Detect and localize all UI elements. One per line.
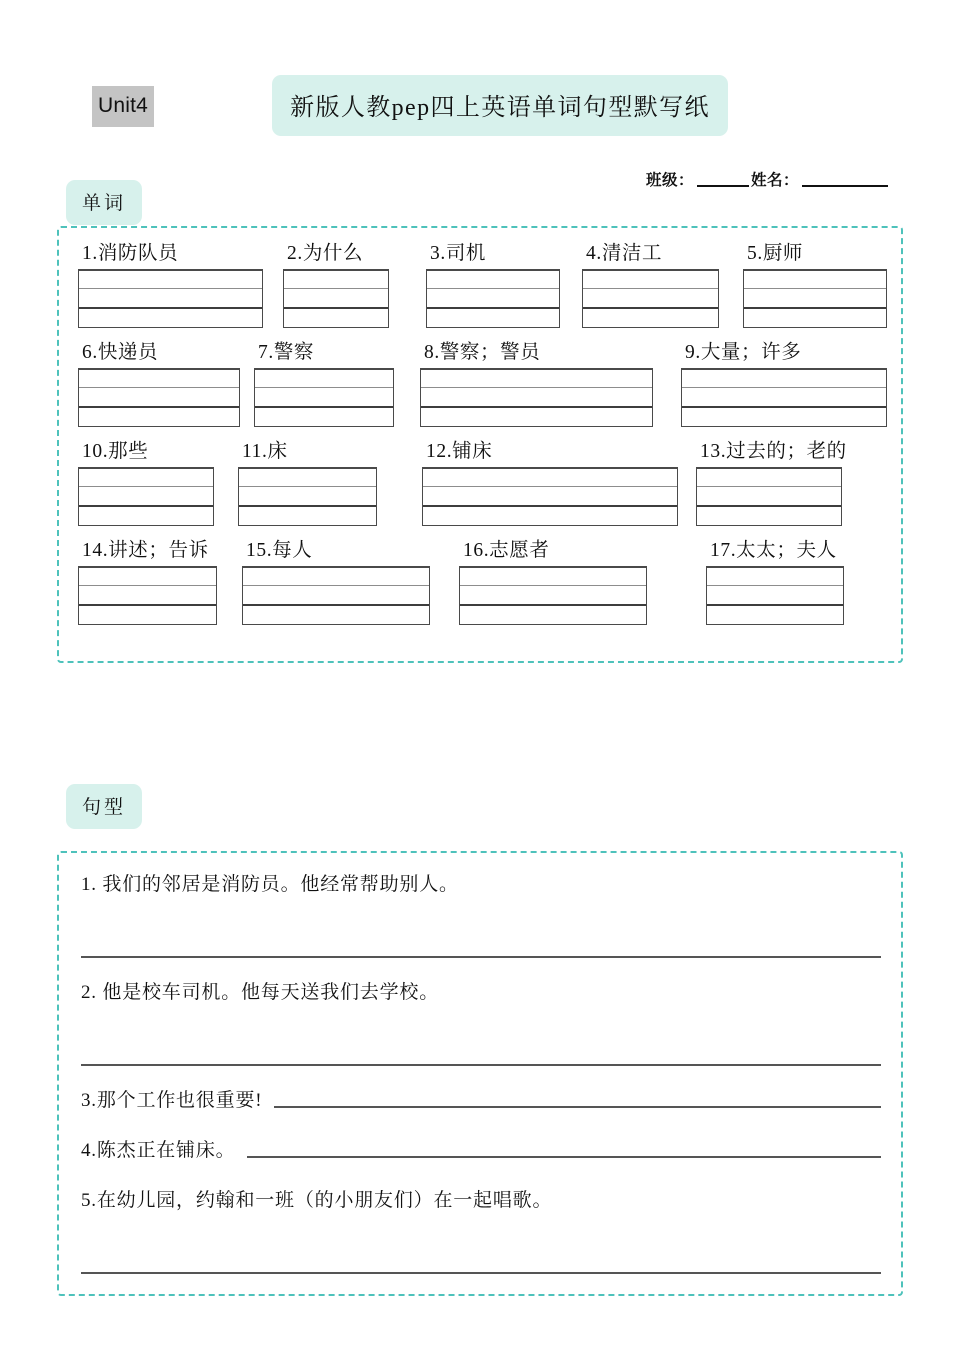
sentence-prompt: 3.那个工作也很重要!: [81, 1090, 263, 1111]
name-label: 姓名：: [750, 172, 799, 189]
vocabulary-item: [696, 441, 847, 526]
vocabulary-item-label: 13.过去的；老的: [700, 441, 847, 462]
writing-grid-line[interactable]: [460, 606, 646, 624]
writing-grid-line[interactable]: [682, 408, 886, 426]
vocabulary-item-label: 4.清洁工: [586, 243, 663, 264]
writing-grid-line[interactable]: [583, 309, 718, 327]
writing-grid-line[interactable]: [460, 568, 646, 587]
writing-grid-line[interactable]: [284, 271, 388, 290]
vocabulary-item: [78, 244, 263, 328]
section-badge-sentences: 句型: [66, 784, 142, 829]
vocabulary-item: [743, 244, 887, 328]
vocabulary-item: [582, 244, 719, 328]
sentence-item: [81, 983, 881, 1066]
writing-grid-line[interactable]: [79, 309, 262, 327]
writing-grid[interactable]: [254, 368, 394, 427]
answer-line[interactable]: [247, 1156, 881, 1158]
writing-grid[interactable]: [422, 467, 678, 526]
vocabulary-item-label: 11.床: [242, 441, 288, 462]
writing-grid[interactable]: [696, 467, 842, 526]
vocabulary-item: [420, 343, 653, 427]
writing-grid-line[interactable]: [284, 289, 388, 309]
class-blank[interactable]: [697, 185, 749, 187]
class-label: 班级：: [645, 172, 694, 189]
answer-line[interactable]: [81, 956, 881, 958]
vocabulary-item: [238, 442, 377, 526]
sentence-item: [81, 1191, 881, 1274]
vocabulary-item: [78, 343, 240, 427]
vocabulary-item-label: 10.那些: [82, 441, 149, 462]
writing-grid-line[interactable]: [79, 568, 216, 587]
vocabulary-item-label: 17.太太；夫人: [710, 540, 837, 561]
writing-grid[interactable]: [706, 566, 844, 625]
writing-grid-line[interactable]: [239, 487, 376, 507]
sentence-prompt: 4.陈杰正在铺床。: [81, 1140, 236, 1161]
vocabulary-item-label: 12.铺床: [426, 441, 493, 462]
writing-grid[interactable]: [78, 467, 214, 526]
vocabulary-item: [78, 541, 217, 625]
writing-grid-line[interactable]: [79, 388, 239, 408]
writing-grid[interactable]: [459, 566, 647, 625]
writing-grid-line[interactable]: [79, 271, 262, 290]
vocabulary-section: [57, 226, 903, 663]
name-blank[interactable]: [802, 185, 888, 187]
writing-grid[interactable]: [242, 566, 430, 625]
sentence-item: [81, 1091, 881, 1110]
writing-grid-line[interactable]: [79, 469, 213, 488]
writing-grid[interactable]: [426, 269, 560, 328]
sentence-prompt: 1. 我们的邻居是消防员。他经常帮助别人。: [81, 874, 459, 895]
writing-grid[interactable]: [743, 269, 887, 328]
writing-grid-line[interactable]: [583, 271, 718, 290]
vocabulary-item: [283, 244, 389, 328]
sentence-section: [57, 851, 903, 1296]
vocabulary-item: [242, 541, 430, 625]
writing-grid-line[interactable]: [79, 606, 216, 624]
writing-grid-line[interactable]: [427, 289, 559, 309]
writing-grid[interactable]: [420, 368, 653, 427]
vocabulary-item: [78, 442, 214, 526]
writing-grid-line[interactable]: [421, 408, 652, 426]
vocabulary-item-label: 15.每人: [246, 540, 313, 561]
vocabulary-item-label: 8.警察；警员: [424, 342, 541, 363]
writing-grid-line[interactable]: [697, 469, 841, 488]
vocabulary-item-label: 14.讲述；告诉: [82, 540, 209, 561]
writing-grid-line[interactable]: [79, 408, 239, 426]
vocabulary-item-label: 3.司机: [430, 243, 487, 264]
sentence-prompt: 2. 他是校车司机。他每天送我们去学校。: [81, 982, 440, 1003]
writing-grid-line[interactable]: [682, 388, 886, 408]
vocabulary-item: [254, 343, 394, 427]
writing-grid-line[interactable]: [239, 469, 376, 488]
writing-grid-line[interactable]: [79, 507, 213, 525]
writing-grid-line[interactable]: [243, 606, 429, 624]
writing-grid-line[interactable]: [707, 568, 843, 587]
writing-grid[interactable]: [582, 269, 719, 328]
vocabulary-item-label: 6.快递员: [82, 342, 159, 363]
writing-grid-line[interactable]: [423, 487, 677, 507]
writing-grid-line[interactable]: [79, 586, 216, 606]
writing-grid-line[interactable]: [255, 370, 393, 389]
page-header: [0, 70, 960, 140]
writing-grid-line[interactable]: [255, 388, 393, 408]
vocabulary-item: [706, 541, 844, 625]
writing-grid-line[interactable]: [79, 370, 239, 389]
sentence-item: [81, 875, 881, 958]
writing-grid-line[interactable]: [744, 271, 886, 290]
vocabulary-item-label: 5.厨师: [747, 243, 804, 264]
sentence-prompt: 5.在幼儿园，约翰和一班（的小朋友们）在一起唱歌。: [81, 1190, 553, 1211]
writing-grid-line[interactable]: [697, 507, 841, 525]
writing-grid[interactable]: [78, 368, 240, 427]
writing-grid-line[interactable]: [427, 309, 559, 327]
vocabulary-item: [681, 343, 887, 427]
writing-grid-line[interactable]: [707, 606, 843, 624]
writing-grid-line[interactable]: [583, 289, 718, 309]
writing-grid-line[interactable]: [239, 507, 376, 525]
answer-line[interactable]: [274, 1106, 881, 1108]
vocabulary-item-label: 16.志愿者: [463, 540, 550, 561]
vocabulary-item: [426, 244, 560, 328]
writing-grid-line[interactable]: [744, 289, 886, 309]
vocabulary-item-label: 9.大量；许多: [685, 342, 802, 363]
writing-grid[interactable]: [78, 269, 263, 328]
writing-grid-line[interactable]: [79, 289, 262, 309]
writing-grid[interactable]: [681, 368, 887, 427]
writing-grid-line[interactable]: [79, 487, 213, 507]
vocabulary-item-label: 7.警察: [258, 342, 315, 363]
writing-grid-line[interactable]: [682, 370, 886, 389]
writing-grid-line[interactable]: [284, 309, 388, 327]
writing-grid-line[interactable]: [255, 408, 393, 426]
writing-grid-line[interactable]: [697, 487, 841, 507]
vocabulary-item: [422, 442, 678, 526]
writing-grid-line[interactable]: [421, 388, 652, 408]
writing-grid[interactable]: [238, 467, 377, 526]
unit-tag: Unit4: [92, 86, 154, 127]
writing-grid[interactable]: [283, 269, 389, 328]
vocabulary-item-label: 2.为什么: [287, 243, 364, 264]
section-badge-words: 单词: [66, 180, 142, 225]
writing-grid-line[interactable]: [427, 271, 559, 290]
answer-line[interactable]: [81, 1272, 881, 1274]
writing-grid-line[interactable]: [744, 309, 886, 327]
vocabulary-item: [459, 541, 647, 625]
writing-grid-line[interactable]: [460, 586, 646, 606]
answer-line[interactable]: [81, 1064, 881, 1066]
page-title: 新版人教pep四上英语单词句型默写纸: [272, 75, 728, 136]
writing-grid[interactable]: [78, 566, 217, 625]
vocabulary-item-label: 1.消防队员: [82, 243, 179, 264]
writing-grid-line[interactable]: [421, 370, 652, 389]
writing-grid-line[interactable]: [423, 469, 677, 488]
writing-grid-line[interactable]: [243, 586, 429, 606]
writing-grid-line[interactable]: [423, 507, 677, 525]
writing-grid-line[interactable]: [243, 568, 429, 587]
student-info-line: [646, 168, 888, 190]
writing-grid-line[interactable]: [707, 586, 843, 606]
sentence-item: [81, 1141, 881, 1160]
